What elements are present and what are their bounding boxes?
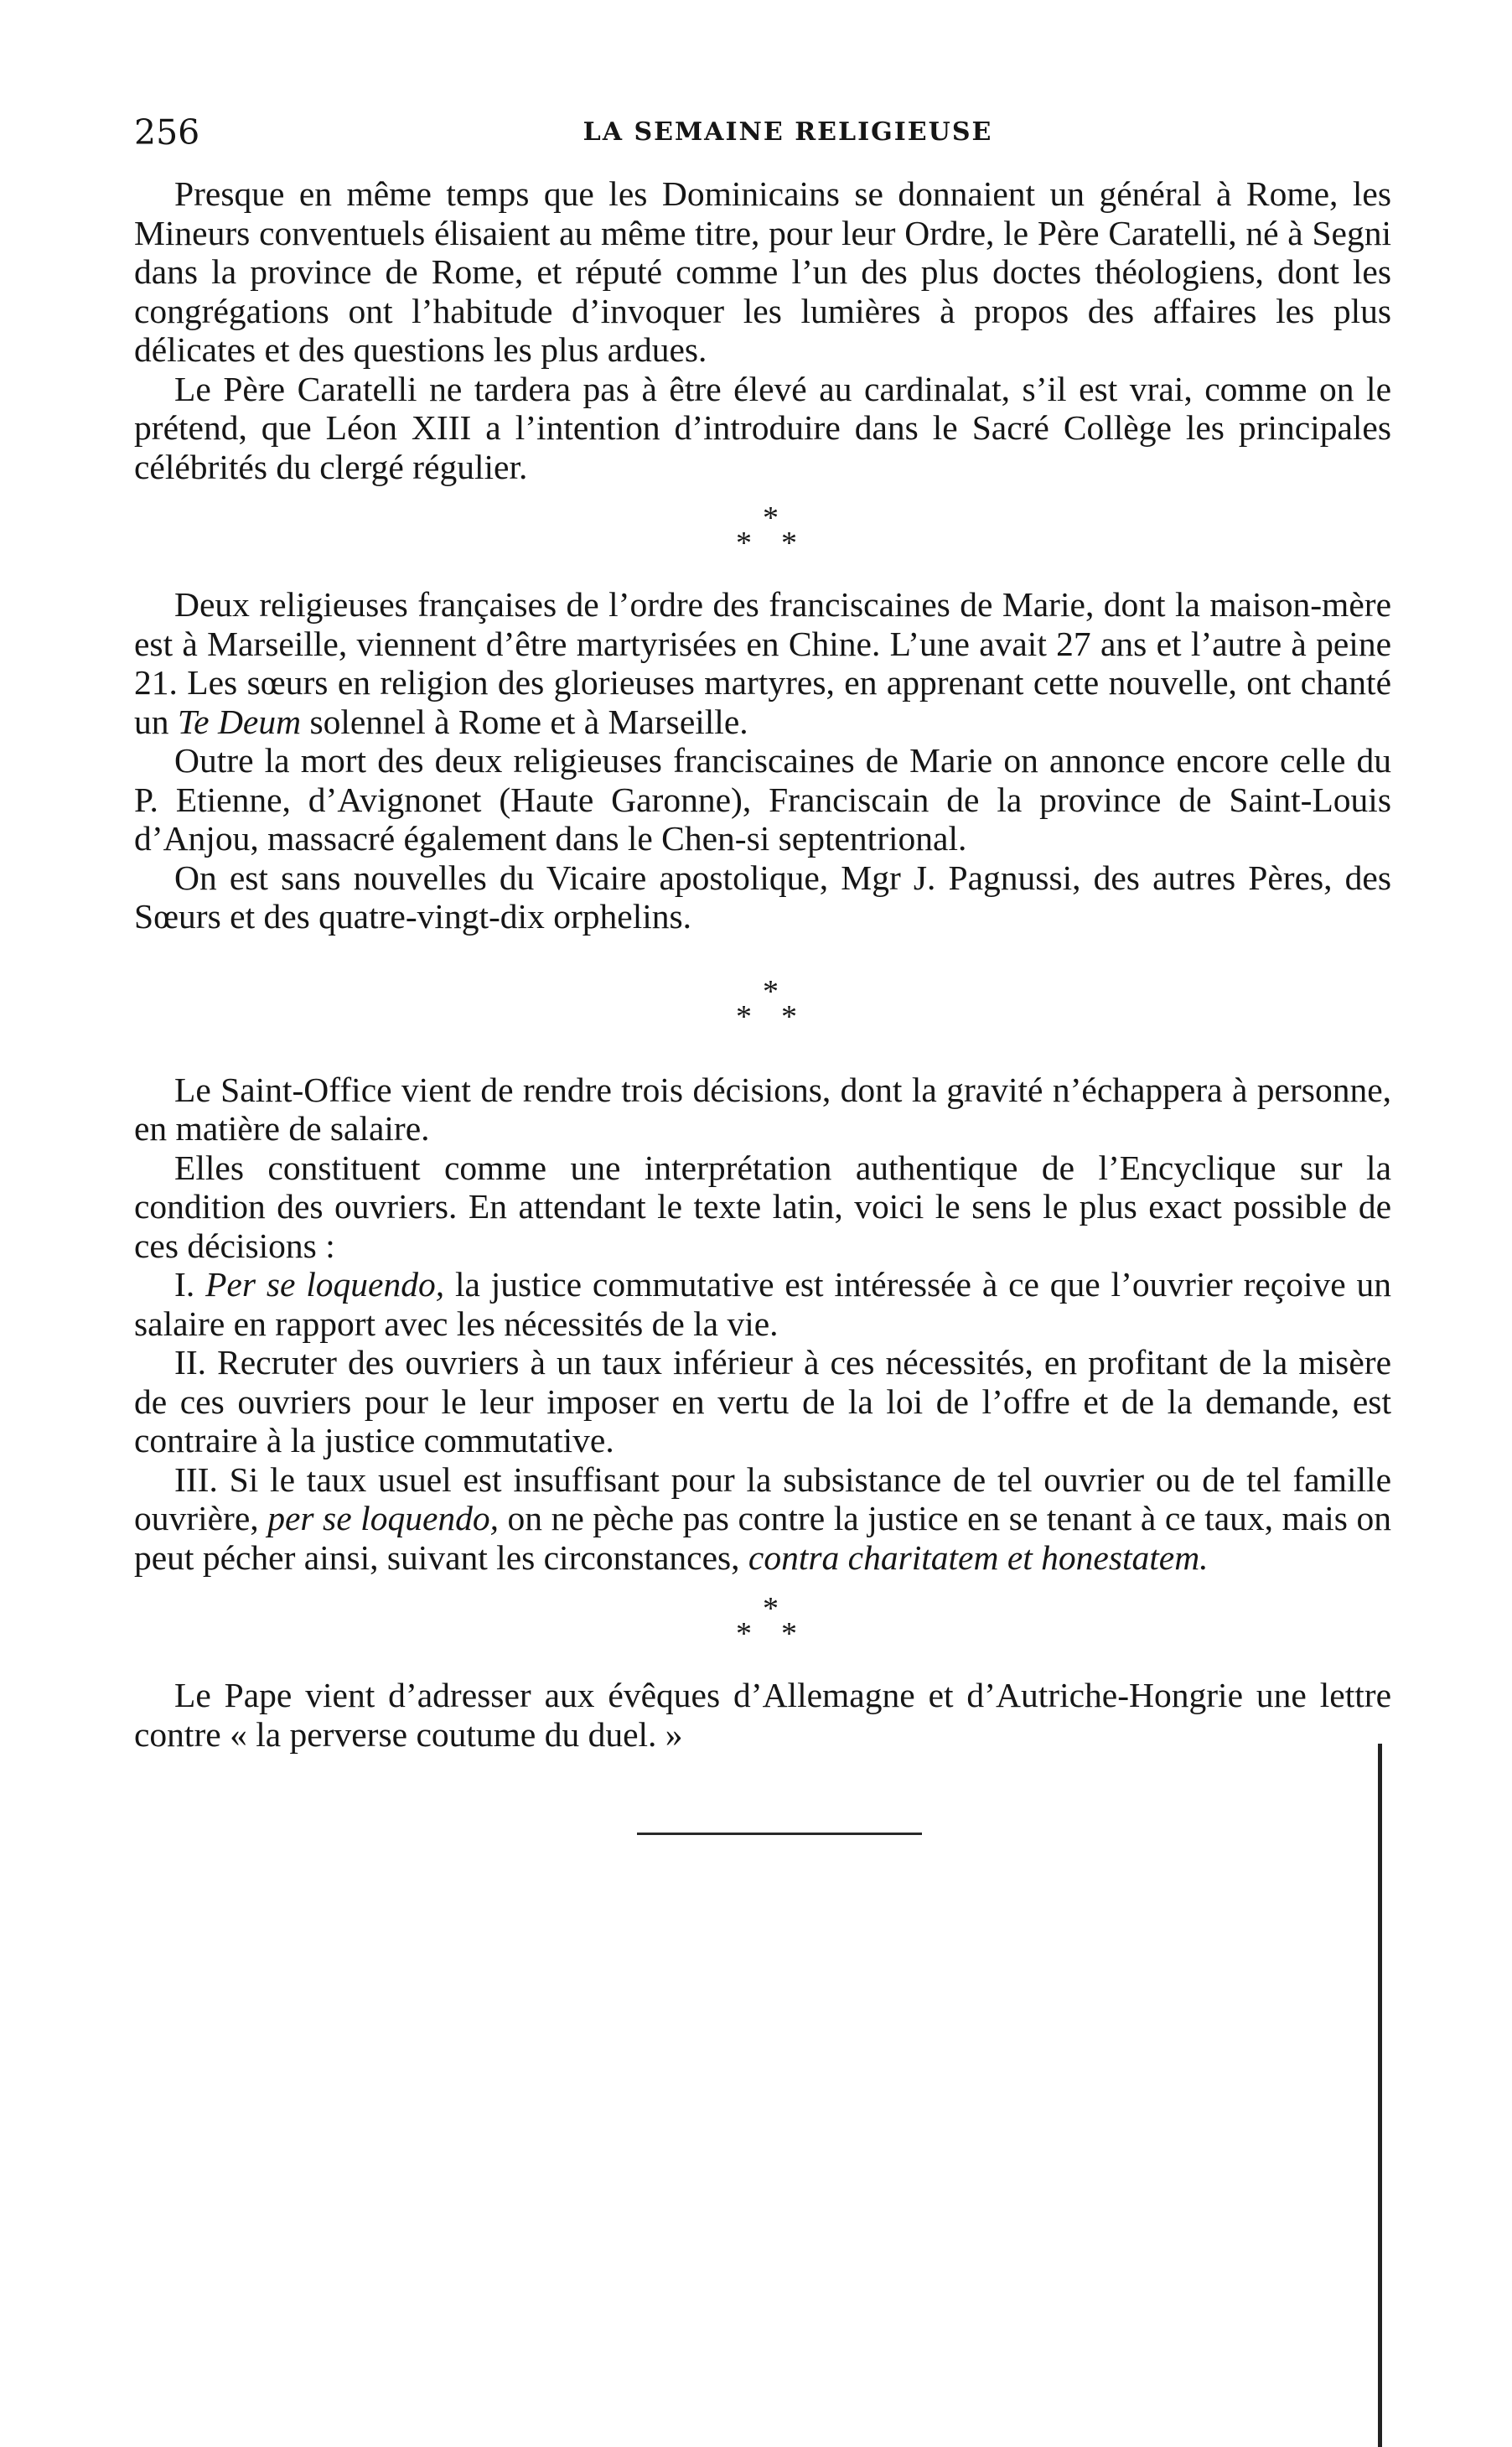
decision-3-latin-end: contra charitatem et honestatem. [748, 1537, 1209, 1577]
martyrs-text: Deux religieuses françaises de l’ordre des franciscaines de Marie, dont la maison-mère est à Marseille, viennent d’être martyrisées en Chine. L’une avait 27 ans et l’autre à peine 21. Les sœurs en religion des glorieuses martyres, en apprenant cette nouvelle, ont chanté un [134, 585, 1391, 741]
decision-3 [134, 1460, 1391, 1578]
asterism-star: * [763, 500, 779, 536]
asterism-star: * [781, 998, 797, 1034]
asterism-separator-2 [134, 968, 1391, 1052]
asterism-star: * [763, 1591, 779, 1626]
decision-1-number: I. [174, 1265, 195, 1304]
page [134, 107, 1391, 1843]
asterism-separator-1 [134, 495, 1391, 578]
paragraph-pape-duel: Le Pape vient d’adresser aux évêques d’Allemagne et d’Autriche-Hongrie une lettre contre « la perverse coutume du duel. » [134, 1676, 1391, 1754]
decision-1-latin: Per se loquendo, [205, 1265, 445, 1304]
asterism-star: * [781, 1616, 797, 1651]
page-number: 256 [134, 112, 200, 153]
decision-3-text-mid: on ne pèche pas contre la justice en se tenant à ce taux, mais on peut pécher ainsi, suivant les circonstances, [134, 1499, 1391, 1577]
asterism-star: * [763, 973, 779, 1009]
decision-3-latin: per se loquendo, [267, 1499, 499, 1537]
article-body [134, 174, 1391, 1843]
martyrs-text-end: solennel à Rome et à Marseille. [309, 702, 748, 741]
asterism-star: * [736, 1616, 752, 1651]
paragraph-caratelli-cardinal: Le Père Caratelli ne tardera pas à être élevé au cardinalat, s’il est vrai, comme on le prétend, que Léon XIII a l’intention d’introduire dans le Sacré Collège les principales célébrités du clergé régulier. [134, 369, 1391, 486]
decision-1 [134, 1265, 1391, 1343]
te-deum: Te Deum [177, 702, 302, 741]
decision-2: II. Recruter des ouvriers à un taux inférieur à ces nécessités, en profitant de la misère de ces ouvriers pour le leur imposer en vertu de la loi de l’offre et de la demande, est contraire à la justice commutative. [134, 1343, 1391, 1459]
asterism-separator-3 [134, 1585, 1391, 1669]
scan-edge-line [1378, 1744, 1382, 2447]
paragraph-caratelli-election: Presque en même temps que les Dominicains se donnaient un général à Rome, les Mineurs conventuels élisaient au même titre, pour leur Ordre, le Père Caratelli, né à Segni dans la province de Rome, et réputé comme l’un des plus doctes théologiens, dont les congrégations ont l’habitude d’invoquer les lumières à propos des affaires les plus délicates et des questions les plus ardues. [134, 174, 1391, 369]
paragraph-saint-office: Le Saint-Office vient de rendre trois décisions, dont la gravité n’échappera à personne, en matière de salaire. [134, 1070, 1391, 1148]
paragraph-vicaire-apostolique: On est sans nouvelles du Vicaire apostolique, Mgr J. Pagnussi, des autres Pères, des Sœurs et des quatre-vingt-dix orphelins. [134, 858, 1391, 936]
asterism-star: * [736, 526, 752, 561]
decision-3-text: III. Si le taux usuel est insuffisant pour la subsistance de tel ouvrier ou de tel famille ouvrière, [134, 1459, 1391, 1537]
asterism-star: * [736, 998, 752, 1034]
end-rule-line [637, 1833, 922, 1835]
asterism-star: * [781, 526, 797, 561]
decision-1-text: la justice commutative est intéressée à ce que l’ouvrier reçoive un salaire en rapport avec les nécessités de la vie. [134, 1265, 1392, 1343]
end-rule [134, 1804, 1391, 1843]
paragraph-martyrs-china [134, 585, 1391, 741]
running-head [134, 107, 1391, 158]
running-title: LA SEMAINE RELIGIEUSE [583, 117, 993, 147]
paragraph-p-etienne: Outre la mort des deux religieuses franciscaines de Marie on annonce encore celle du P. Etienne, d’Avignonet (Haute Garonne), Franciscain de la province de Saint-Louis d’Anjou, massacré également dans le Chen-si septentrional. [134, 741, 1391, 858]
paragraph-encyclique: Elles constituent comme une interprétation authentique de l’Encyclique sur la condition des ouvriers. En attendant le texte latin, voici le sens le plus exact possible de ces décisions : [134, 1148, 1391, 1265]
